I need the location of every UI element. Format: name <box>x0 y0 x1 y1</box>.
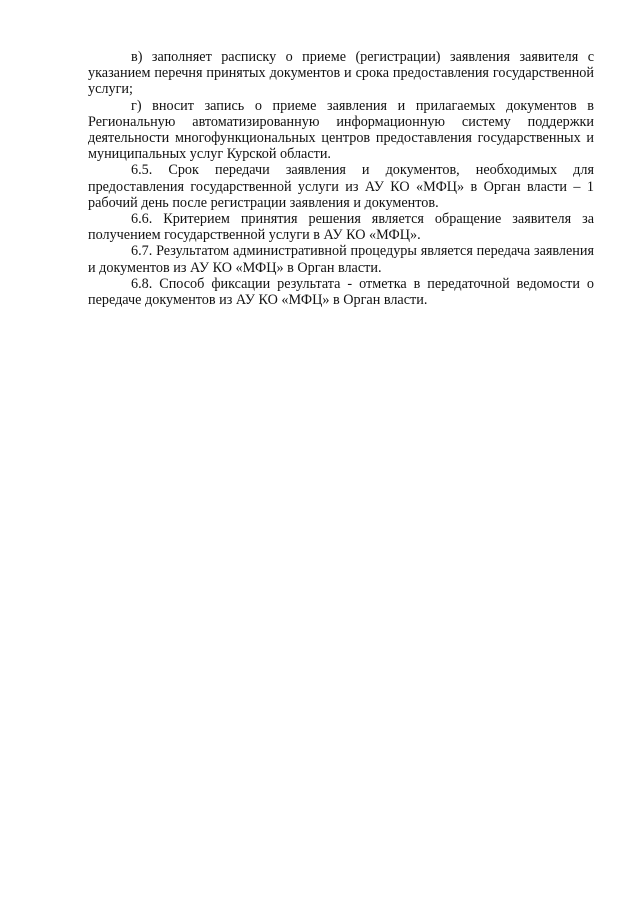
paragraph-record-entry: г) вносит запись о приеме заявления и прилагаемых документов в Региональную автоматизированную информационную систему поддержки деятельности многофункциональных центров предоставления государственных и муниципальных услуг Курской области. <box>88 97 594 163</box>
paragraph-receipt: в) заполняет расписку о приеме (регистрации) заявления заявителя с указанием перечня принятых документов и срока предоставления государственной услуги; <box>88 49 594 98</box>
paragraph-6-5: 6.5. Срок передачи заявления и документов, необходимых для предоставления государственной услуги из АУ КО «МФЦ» в Орган власти – 1 рабочий день после регистрации заявления и документов. <box>88 162 594 211</box>
paragraph-6-8: 6.8. Способ фиксации результата - отметка в передаточной ведомости о передаче документов из АУ КО «МФЦ» в Орган власти. <box>88 275 594 309</box>
paragraph-6-6: 6.6. Критерием принятия решения является обращение заявителя за получением государственной услуги в АУ КО «МФЦ». <box>88 211 594 244</box>
document-body <box>88 49 594 308</box>
paragraph-6-7: 6.7. Результатом административной процедуры является передача заявления и документов из АУ КО «МФЦ» в Орган власти. <box>88 243 594 276</box>
